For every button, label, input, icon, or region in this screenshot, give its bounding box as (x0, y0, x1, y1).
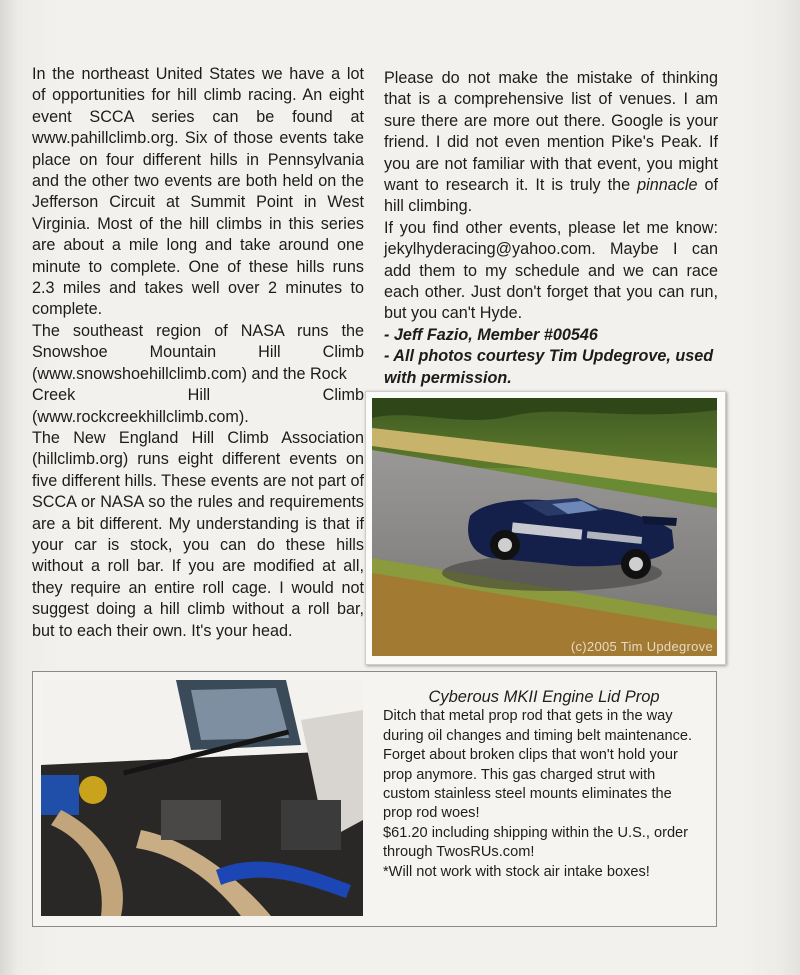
byline-photo-credit: - All photos courtesy Tim Updegrove, used with permission. (384, 347, 714, 387)
article-right-column (384, 68, 718, 389)
photo-credit-watermark: (c)2005 Tim Updegrove (570, 639, 713, 654)
ad-body: Ditch that metal prop rod that gets in the way during oil changes and timing belt maintenance. Forget about broken clips that won't hold your prop anymore. This gas charged strut with custom stainless steel mounts eliminates the prop rod woes! (383, 708, 693, 822)
rock-creek-url-line: (www.rockcreekhillclimb.com). (32, 407, 249, 426)
ad-text (383, 688, 705, 882)
snowshoe-url-line: (www.snowshoehillclimb.com) and the Rock (32, 364, 347, 383)
paragraph-contact: If you find other events, please let me know: jekylhyderacing@yahoo.com. Maybe I can add them to my schedule and we can race each other. Just don't forget that you can run, but you can't Hyde. (384, 218, 718, 323)
race-car-photo (365, 391, 726, 665)
rock-creek-line: Creek Hill Climb (32, 386, 364, 405)
venues-text-b: of hill climbing. (384, 176, 719, 216)
paragraph-venues (384, 68, 718, 218)
paragraph-northeast-events: In the northeast United States we have a lot of opportunities for hill climb racing. An eight event SCCA series can be found at www.pahillclimb.org. Six of those events take place on four different hills in Pennsylvania and the other two events are both held on the Jefferson Circuit at Summit Point in West Virginia. Most of the hill climbs in this series are about a mile long and take around one minute to complete. One of these hills runs 2.3 miles and takes well over 2 minutes to complete. (32, 65, 364, 319)
ad-title: Cyberous MKII Engine Lid Prop (428, 688, 660, 706)
ad-price: $61.20 including shipping within the U.S., order through TwosRUs.com! (383, 824, 689, 861)
engine-bay-photo (41, 680, 363, 916)
paragraph-new-england: The New England Hill Climb Association (hillclimb.org) runs eight different events on five different hills. These events are not part of SCCA or NASA so the rules and requirements are a bit different. My understanding is that if your car is stock, you can do these hills without a roll bar. If you are modified at all, they require an entire roll cage. I would not suggest doing a hill climb without a roll bar, but to each their own. It's your head. (32, 428, 364, 640)
ad-note: *Will not work with stock air intake boxes! (383, 863, 650, 880)
race-car-image (372, 398, 717, 656)
article-left-column (32, 64, 364, 642)
byline-author: - Jeff Fazio, Member #00546 (384, 325, 598, 344)
venues-text-a: Please do not make the mistake of thinking that is a comprehensive list of venues. I am sure there are more out there. Google is your friend. I did not even mention Pike's Peak. If you are not familiar with that event, you might want to research it. It is truly the (384, 69, 718, 195)
paragraph-nasa-southeast: The southeast region of NASA runs the Snowshoe Mountain Hill Climb (32, 321, 364, 362)
venues-text-emphasis: pinnacle (637, 176, 698, 195)
product-ad-box (32, 671, 717, 927)
